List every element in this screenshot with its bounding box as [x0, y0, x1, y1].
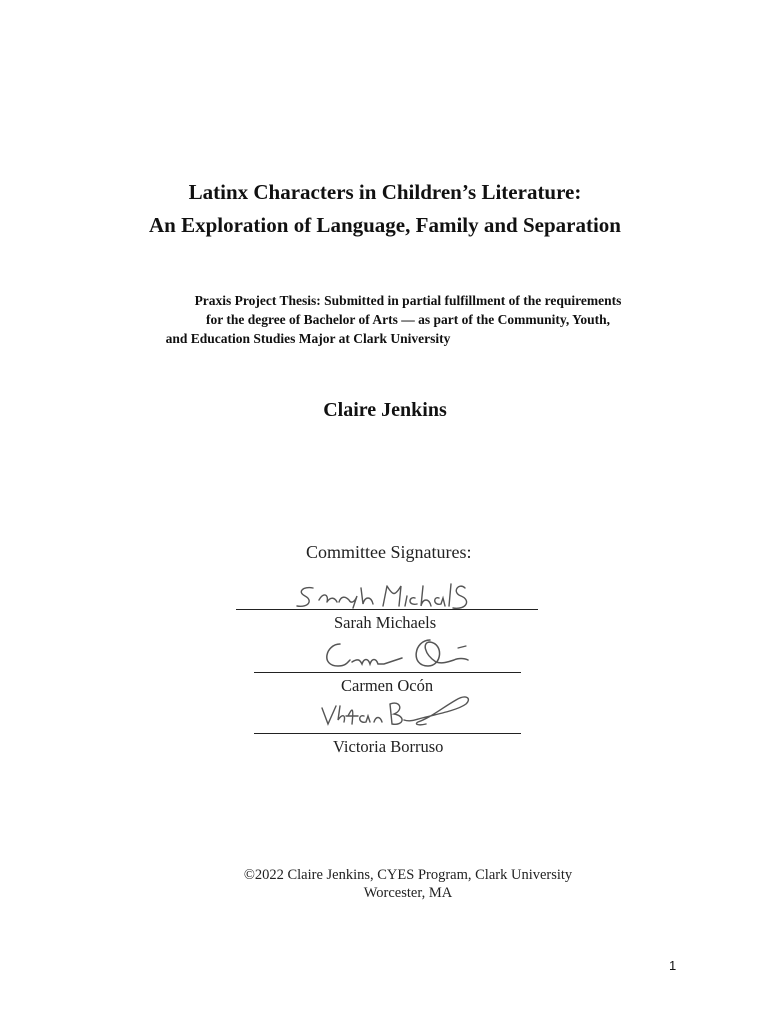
copyright-footer [0, 866, 770, 902]
title-line-1: Latinx Characters in Children’s Literature: [188, 180, 582, 204]
committee-member-name-1: Sarah Michaels [334, 613, 437, 632]
signature-victoria-borruso [318, 694, 478, 734]
copyright-line: ©2022 Claire Jenkins, CYES Program, Clark University [243, 867, 573, 883]
committee-heading: Committee Signatures: [306, 542, 472, 562]
signature-line-3 [254, 733, 521, 734]
title-line-2: An Exploration of Language, Family and Separation [149, 213, 621, 237]
committee-member-name-2: Carmen Ocón [341, 676, 434, 695]
author-name: Claire Jenkins [323, 399, 447, 421]
signature-line-2 [254, 672, 521, 673]
committee-member-name-3: Victoria Borruso [333, 737, 444, 756]
description-line-1: Praxis Project Thesis: Submitted in partial fulfillment of the requirements [194, 293, 622, 308]
page-number: 1 [669, 958, 677, 973]
signature-line-1 [236, 609, 538, 610]
location-line: Worcester, MA [363, 885, 453, 901]
signature-carmen-ocon [318, 636, 478, 674]
description-line-2: for the degree of Bachelor of Arts — as part of the Community, Youth, [205, 312, 611, 327]
description-line-3: and Education Studies Major at Clark University [165, 331, 451, 346]
